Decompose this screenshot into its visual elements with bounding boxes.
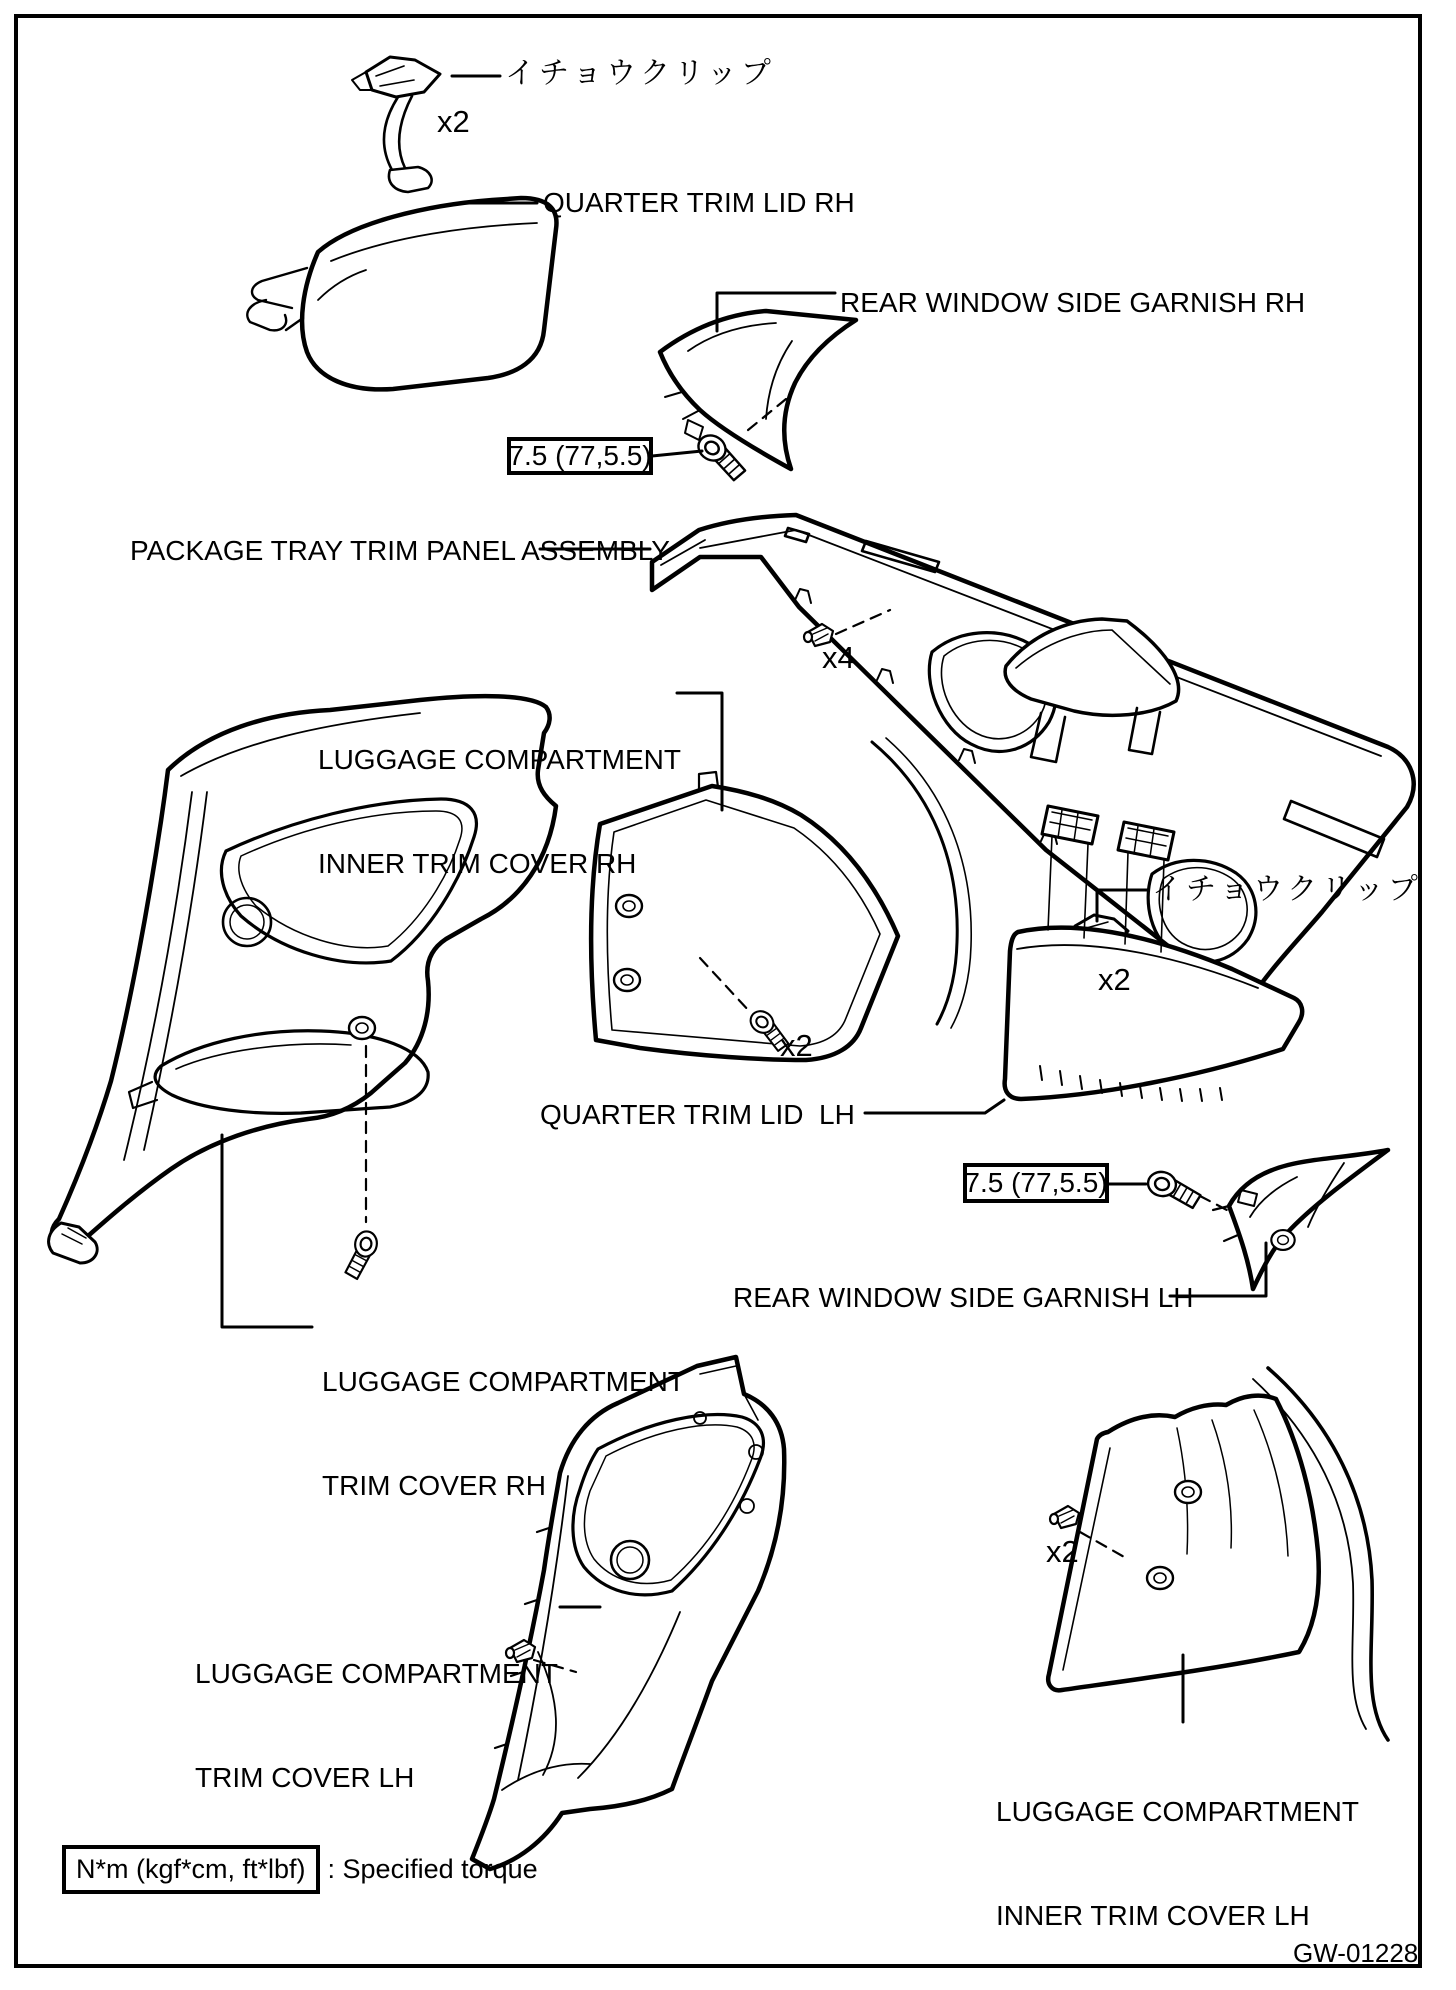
clip-rh-label: イチョウクリップ — [505, 57, 775, 90]
leader-quarter-trim-lid-lh — [865, 1100, 1004, 1113]
grommet-icon — [614, 969, 640, 991]
package-tray-clip-qty: x4 — [822, 640, 855, 675]
grommet-icon — [1147, 1567, 1173, 1589]
torque-spec-rh-box: 7.5 (77,5.5) — [507, 437, 653, 475]
screw-icon — [1145, 1169, 1204, 1209]
package-tray-label: PACKAGE TRAY TRIM PANEL ASSEMBLY — [130, 535, 670, 566]
inner-trim-cover-lh-drawing — [1048, 1368, 1388, 1740]
trim-cover-rh-label — [322, 1300, 685, 1566]
leader-torque-rh — [652, 451, 702, 456]
torque-unit-box: N*m (kgf*cm, ft*lbf) — [62, 1845, 320, 1894]
inner-trim-cover-rh-label — [318, 678, 681, 944]
grommet-icon — [349, 1017, 375, 1039]
torque-legend-text: : Specified torque — [327, 1854, 538, 1884]
rear-window-side-garnish-rh-label: REAR WINDOW SIDE GARNISH RH — [840, 287, 1306, 318]
torque-spec-lh-box: 7.5 (77,5.5) — [963, 1163, 1109, 1203]
clip-lh-label: イチョウクリップ — [1152, 873, 1422, 906]
ginkgo-clip-icon — [352, 57, 440, 192]
quarter-trim-lid-rh-label: QUARTER TRIM LID RH — [543, 187, 855, 218]
clip-lh-qty: x2 — [1098, 962, 1131, 997]
trim-cover-rh-label-line1: LUGGAGE COMPARTMENT — [322, 1365, 686, 1397]
leader-trim-rh — [222, 1135, 312, 1327]
inner-trim-rh-screw-qty: x2 — [780, 1028, 813, 1063]
document-code: GW-01228 — [1293, 1938, 1419, 1968]
inner-trim-cover-lh-label-line2: INNER TRIM COVER LH — [996, 1899, 1310, 1931]
rear-window-side-garnish-rh-drawing — [660, 311, 856, 469]
inner-trim-cover-rh-label-line1: LUGGAGE COMPARTMENT — [318, 743, 682, 775]
torque-legend — [62, 1845, 538, 1894]
trim-cover-lh-label — [195, 1592, 558, 1858]
screw-icon — [345, 1229, 379, 1281]
inner-trim-lh-clip-qty: x2 — [1046, 1534, 1079, 1569]
quarter-trim-lid-rh-drawing — [247, 198, 556, 389]
inner-trim-cover-lh-label-line1: LUGGAGE COMPARTMENT — [996, 1795, 1360, 1827]
grommet-icon — [1175, 1481, 1201, 1503]
inner-trim-cover-rh-label-line2: INNER TRIM COVER RH — [318, 847, 637, 879]
rear-window-side-garnish-lh-drawing — [1213, 1150, 1388, 1289]
trim-cover-rh-label-line2: TRIM COVER RH — [322, 1469, 546, 1501]
quarter-trim-lid-lh-label: QUARTER TRIM LID LH — [540, 1099, 855, 1130]
clip-rh-qty: x2 — [437, 104, 470, 139]
trim-cover-lh-label-line1: LUGGAGE COMPARTMENT — [195, 1657, 559, 1689]
grommet-icon — [1271, 1230, 1294, 1250]
trim-cover-lh-label-line2: TRIM COVER LH — [195, 1761, 415, 1793]
rear-window-side-garnish-lh-label: REAR WINDOW SIDE GARNISH LH — [733, 1282, 1194, 1313]
push-clip-icon — [1050, 1506, 1079, 1528]
